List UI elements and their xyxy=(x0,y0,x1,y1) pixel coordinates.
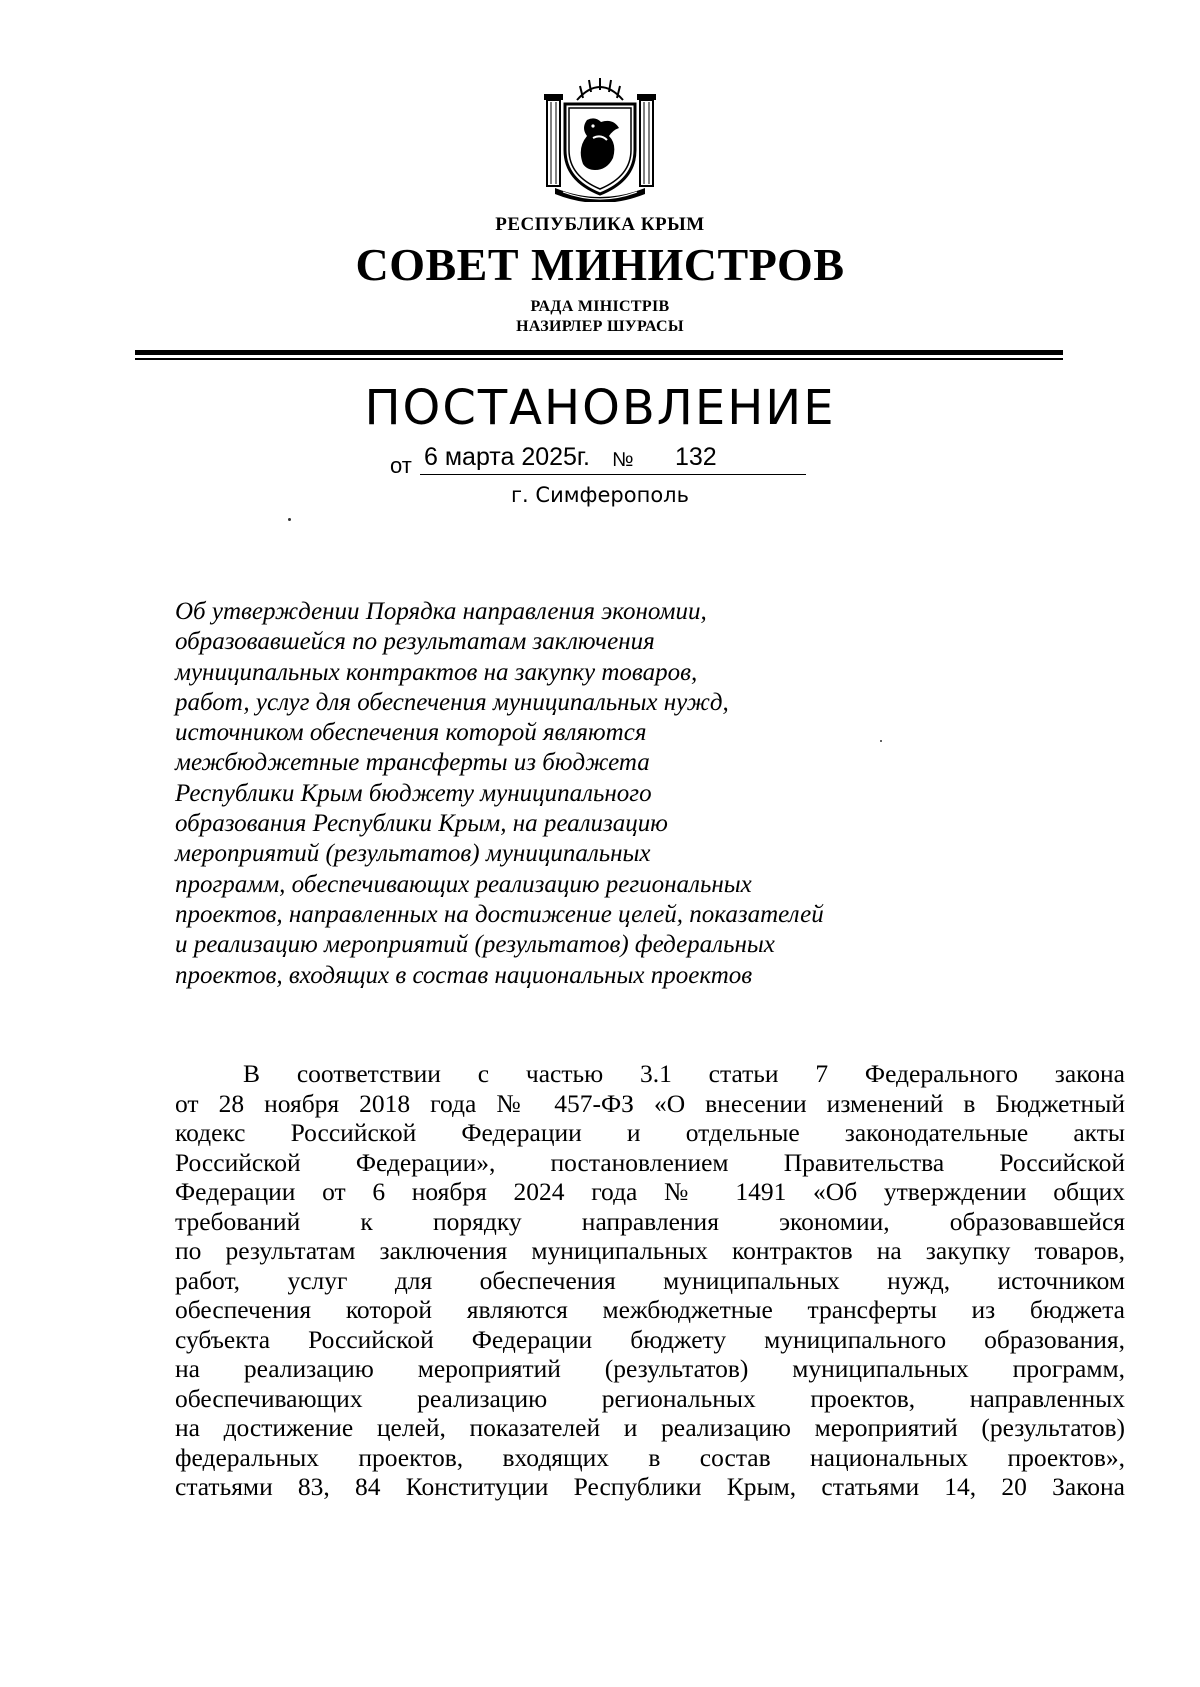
body-line: субъекта Российской Федерации бюджету муниципального образования, xyxy=(175,1324,1125,1354)
council-title-ukrainian: РАДА МІНІСТРІВ xyxy=(530,298,670,315)
date-prefix: от xyxy=(390,453,412,478)
header-divider-thick xyxy=(135,350,1063,355)
document-subject xyxy=(175,597,975,991)
subject-line: работ, услуг для обеспечения муниципальных нужд, xyxy=(175,688,729,716)
number-sign: № xyxy=(612,449,634,471)
document-city: г. Симферополь xyxy=(511,483,689,507)
council-title: СОВЕТ МИНИСТРОВ xyxy=(355,239,845,290)
coat-of-arms-emblem xyxy=(543,78,657,202)
body-line: федеральных проектов, входящих в состав национальных проектов», xyxy=(175,1442,1125,1472)
subject-line: Республики Крым бюджету муниципального xyxy=(175,779,652,807)
document-date: 6 марта 2025г. xyxy=(424,443,590,471)
body-line: статьями 83, 84 Конституции Республики Крым, статьями 14, 20 Закона xyxy=(175,1472,1125,1501)
document-number: 132 xyxy=(675,443,717,471)
subject-line: проектов, направленных на достижение целей, показателей xyxy=(175,900,824,928)
subject-line: программ, обеспечивающих реализацию региональных xyxy=(175,870,752,898)
subject-line: мероприятий (результатов) муниципальных xyxy=(175,840,651,868)
subject-line: муниципальных контрактов на закупку товаров, xyxy=(175,658,698,686)
subject-line: источником обеспечения которой являются xyxy=(175,719,647,747)
body-line: В соответствии с частью 3.1 статьи 7 Федерального закона xyxy=(243,1059,1125,1088)
body-line: от 28 ноября 2018 года № 457-ФЗ «О внесении изменений в Бюджетный xyxy=(175,1088,1125,1118)
body-line: Федерации от 6 ноября 2024 года № 1491 «Об утверждении общих xyxy=(175,1177,1125,1206)
subject-line: образовавшейся по результатам заключения xyxy=(175,628,655,656)
header-divider-thin xyxy=(135,358,1063,360)
body-line: на достижение целей, показателей и реализацию мероприятий (результатов) xyxy=(175,1413,1125,1442)
subject-line: межбюджетные трансферты из бюджета xyxy=(175,749,650,777)
document-body xyxy=(175,1059,1125,1502)
subject-line: образования Республики Крым, на реализацию xyxy=(175,810,668,838)
subject-line: и реализацию мероприятий (результатов) федеральных xyxy=(175,931,775,959)
body-line: требований к порядку направления экономии, образовавшейся xyxy=(175,1206,1125,1236)
date-underline xyxy=(420,474,806,475)
subject-line: Об утверждении Порядка направления экономии, xyxy=(175,598,707,625)
republic-name: РЕСПУБЛИКА КРЫМ xyxy=(495,214,705,235)
body-line: работ, услуг для обеспечения муниципальных нужд, источником xyxy=(175,1265,1125,1295)
body-line: по результатам заключения муниципальных контрактов на закупку товаров, xyxy=(175,1236,1125,1265)
body-line: обеспечивающих реализацию региональных проектов, направленных xyxy=(175,1383,1125,1413)
council-title-crimean-tatar: НАЗИРЛЕР ШУРАСЫ xyxy=(516,318,684,335)
body-line: на реализацию мероприятий (результатов) муниципальных программ, xyxy=(175,1354,1125,1383)
body-line: Российской Федерации», постановлением Правительства Российской xyxy=(175,1147,1125,1177)
document-type-title: ПОСТАНОВЛЕНИЕ xyxy=(364,380,836,436)
body-line: кодекс Российской Федерации и отдельные законодательные акты xyxy=(175,1118,1125,1147)
date-number-line xyxy=(390,443,810,477)
subject-line: проектов, входящих в состав национальных проектов xyxy=(175,961,753,989)
body-line: обеспечения которой являются межбюджетные трансферты из бюджета xyxy=(175,1295,1125,1324)
scan-speck xyxy=(288,518,291,521)
